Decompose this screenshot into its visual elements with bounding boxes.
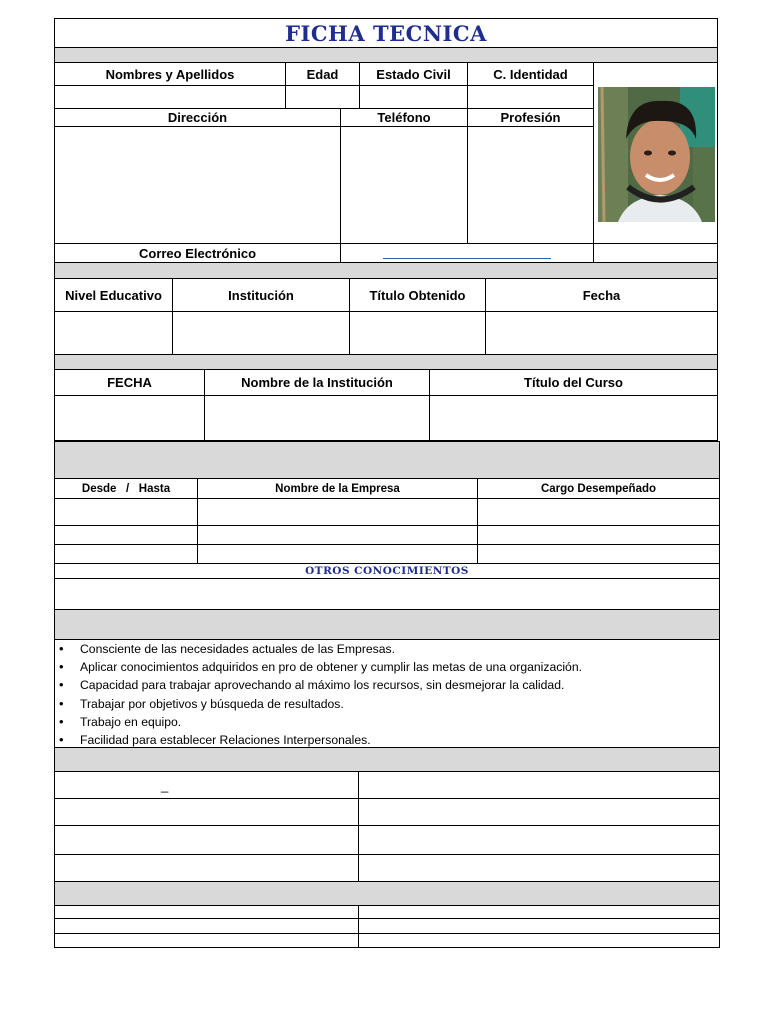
value-course-date[interactable] [54,395,205,441]
email-extra-cell [593,243,718,263]
section-bar-references [54,747,720,772]
value-id[interactable] [467,85,594,109]
label-education-degree: Título Obtenido [349,278,486,312]
reference-row-3-right[interactable] [358,825,720,855]
skills-list [55,640,719,749]
label-course-date: FECHA [54,369,205,396]
experience-row-3-position[interactable] [477,544,720,564]
experience-row-3-company[interactable] [197,544,478,564]
value-course-title[interactable] [429,395,718,441]
section-bar-experience [54,441,720,479]
label-education-date: Fecha [485,278,718,312]
label-age: Edad [285,62,360,86]
final-row-2-left[interactable] [54,918,359,934]
experience-row-2-position[interactable] [477,525,720,545]
label-experience-position: Cargo Desempeñado [477,478,720,499]
label-address: Dirección [54,108,341,127]
final-row-3-left[interactable] [54,933,359,948]
page-title: FICHA TECNICA [54,18,718,48]
experience-row-2-company[interactable] [197,525,478,545]
final-row-2-right[interactable] [358,918,720,934]
reference-row-2-left[interactable] [54,798,359,826]
experience-row-3-period[interactable] [54,544,198,564]
experience-row-1-company[interactable] [197,498,478,526]
label-education-level: Nivel Educativo [54,278,173,312]
label-experience-company: Nombre de la Empresa [197,478,478,499]
skills-box [54,639,720,748]
value-email[interactable] [340,243,594,263]
label-profession: Profesión [467,108,594,127]
label-course-title: Título del Curso [429,369,718,396]
value-address[interactable] [54,126,341,244]
value-education-level[interactable] [54,311,173,355]
label-phone: Teléfono [340,108,468,127]
final-row-3-right[interactable] [358,933,720,948]
experience-row-1-position[interactable] [477,498,720,526]
final-row-1-right[interactable] [358,905,720,919]
skill-item: • Consciente de las necesidades actuales de las Empresas. [55,640,719,658]
label-experience-period: Desde / Hasta [54,478,198,499]
section-bar-final [54,881,720,906]
skill-item: • Facilidad para establecer Relaciones Interpersonales. [55,731,719,749]
reference-row-4-left[interactable] [54,854,359,882]
reference-row-1-right[interactable] [358,771,720,799]
value-education-institution[interactable] [172,311,350,355]
value-education-degree[interactable] [349,311,486,355]
other-knowledge-title: OTROS CONOCIMIENTOS [54,563,720,579]
other-knowledge-value[interactable] [54,578,720,610]
reference-row-4-right[interactable] [358,854,720,882]
experience-row-2-period[interactable] [54,525,198,545]
label-id: C. Identidad [467,62,594,86]
reference-dash: _ [161,778,169,793]
reference-row-1-left[interactable] [54,771,359,799]
value-phone[interactable] [340,126,468,244]
value-education-date[interactable] [485,311,718,355]
reference-row-2-right[interactable] [358,798,720,826]
reference-row-3-left[interactable] [54,825,359,855]
skill-item: • Capacidad para trabajar aprovechando al máximo los recursos, sin desmejorar la calidad. [55,676,719,694]
section-bar-skills [54,609,720,640]
value-course-institution[interactable] [204,395,430,441]
section-bar-education [54,262,718,279]
label-civil-status: Estado Civil [359,62,468,86]
value-age[interactable] [285,85,360,109]
section-bar-personal [54,47,718,63]
skill-item: • Trabajar por objetivos y búsqueda de resultados. [55,695,719,713]
profile-photo [598,87,715,222]
value-civil-status[interactable] [359,85,468,109]
profile-photo-image [598,87,715,222]
label-course-institution: Nombre de la Institución [204,369,430,396]
experience-row-1-period[interactable] [54,498,198,526]
value-profession[interactable] [467,126,594,244]
value-name[interactable] [54,85,286,109]
label-name: Nombres y Apellidos [54,62,286,86]
skill-item: • Aplicar conocimientos adquiridos en pro de obtener y cumplir las metas de una organización. [55,658,719,676]
email-link-underline [383,258,551,259]
skill-item: • Trabajo en equipo. [55,713,719,731]
label-email: Correo Electrónico [54,243,341,263]
label-education-institution: Institución [172,278,350,312]
final-row-1-left[interactable] [54,905,359,919]
section-bar-courses [54,354,718,370]
